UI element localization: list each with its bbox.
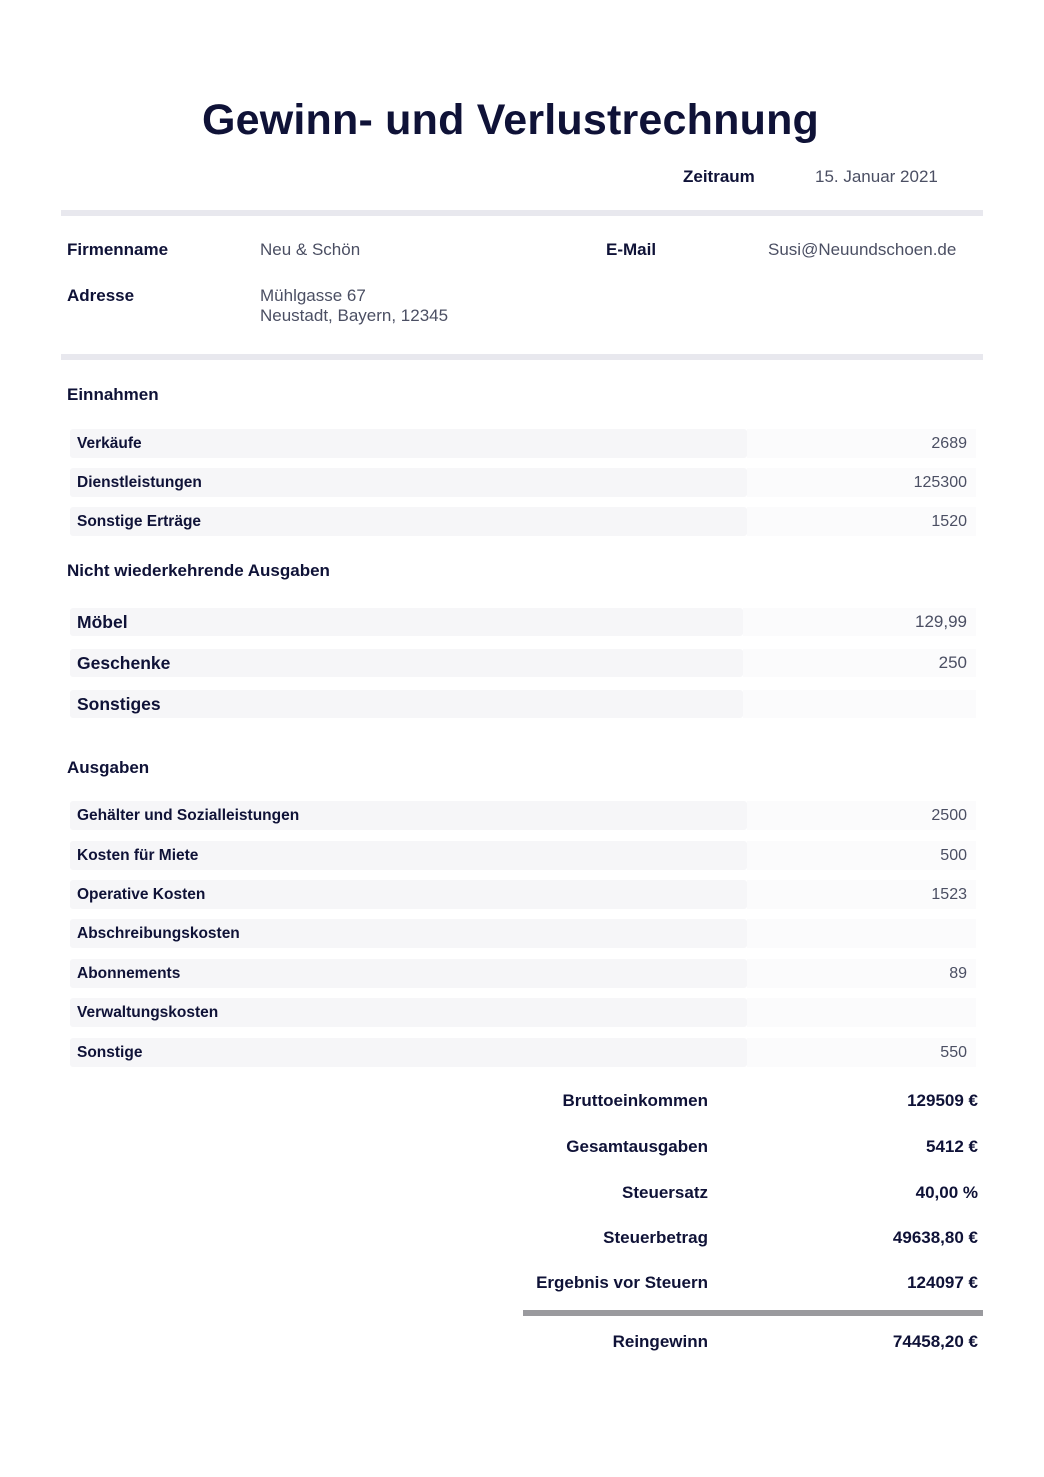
nonrecurring-heading: Nicht wiederkehrende Ausgaben bbox=[67, 561, 330, 580]
period-value: 15. Januar 2021 bbox=[815, 167, 938, 186]
net-profit-label: Reingewinn bbox=[612, 1332, 708, 1351]
total-expenses-label: Gesamtausgaben bbox=[566, 1137, 708, 1156]
divider-top bbox=[61, 210, 983, 216]
income-row-label: Sonstige Erträge bbox=[70, 507, 747, 536]
address-line2: Neustadt, Bayern, 12345 bbox=[260, 306, 449, 325]
expense-row-value: 2500 bbox=[747, 801, 976, 830]
total-expenses-value: 5412 € bbox=[926, 1137, 978, 1156]
expense-row-value bbox=[747, 919, 976, 948]
income-row-value: 2689 bbox=[747, 429, 976, 458]
summary-divider bbox=[523, 1310, 983, 1316]
pretax-result-value: 124097 € bbox=[907, 1273, 978, 1292]
nonrecurring-row-label: Möbel bbox=[70, 608, 743, 636]
expense-row-label: Abschreibungskosten bbox=[70, 919, 747, 948]
pretax-result-label: Ergebnis vor Steuern bbox=[536, 1273, 708, 1292]
address-line1: Mühlgasse 67 bbox=[260, 286, 366, 305]
nonrecurring-row-value bbox=[743, 690, 976, 718]
document-title: Gewinn- und Verlustrechnung bbox=[202, 96, 819, 144]
nonrecurring-row-label: Sonstiges bbox=[70, 690, 743, 718]
gross-income-label: Bruttoeinkommen bbox=[562, 1091, 708, 1110]
email-value: Susi@Neuundschoen.de bbox=[768, 240, 957, 259]
income-heading: Einnahmen bbox=[67, 385, 159, 404]
expenses-heading: Ausgaben bbox=[67, 758, 150, 777]
gross-income-value: 129509 € bbox=[907, 1091, 978, 1110]
expense-row-label: Kosten für Miete bbox=[70, 841, 747, 870]
net-profit-value: 74458,20 € bbox=[892, 1332, 978, 1351]
nonrecurring-row-value: 250 bbox=[743, 649, 976, 677]
expense-row-value bbox=[747, 998, 976, 1027]
expense-row-label: Operative Kosten bbox=[70, 880, 747, 909]
income-row-value: 125300 bbox=[747, 468, 976, 497]
nonrecurring-row-label: Geschenke bbox=[70, 649, 743, 677]
expense-row-value: 500 bbox=[747, 841, 976, 870]
expense-row-label: Gehälter und Sozialleistungen bbox=[70, 801, 747, 830]
email-label: E-Mail bbox=[606, 240, 657, 259]
company-name-label: Firmenname bbox=[67, 240, 169, 259]
tax-rate-label: Steuersatz bbox=[622, 1183, 708, 1202]
expense-row-label: Verwaltungskosten bbox=[70, 998, 747, 1027]
income-row-value: 1520 bbox=[747, 507, 976, 536]
income-row-label: Dienstleistungen bbox=[70, 468, 747, 497]
tax-amount-label: Steuerbetrag bbox=[603, 1228, 708, 1247]
tax-rate-value: 40,00 % bbox=[915, 1183, 978, 1202]
expense-row-value: 1523 bbox=[747, 880, 976, 909]
expense-row-value: 89 bbox=[747, 959, 976, 988]
expense-row-label: Abonnements bbox=[70, 959, 747, 988]
divider-middle bbox=[61, 354, 983, 360]
tax-amount-value: 49638,80 € bbox=[892, 1228, 978, 1247]
income-row-label: Verkäufe bbox=[70, 429, 747, 458]
expense-row-value: 550 bbox=[747, 1038, 976, 1067]
period-label: Zeitraum bbox=[683, 167, 755, 186]
company-name-value: Neu & Schön bbox=[260, 240, 361, 259]
expense-row-label: Sonstige bbox=[70, 1038, 747, 1067]
address-label: Adresse bbox=[67, 286, 135, 305]
nonrecurring-row-value: 129,99 bbox=[743, 608, 976, 636]
